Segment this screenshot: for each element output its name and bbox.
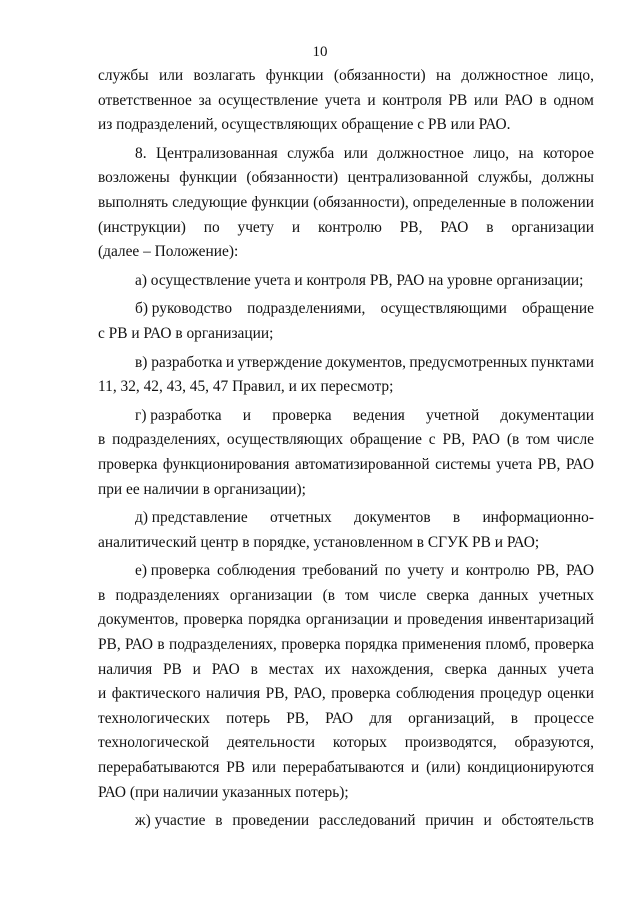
word: фактического (111, 685, 201, 703)
text-line (98, 191, 594, 216)
word: функции (179, 169, 237, 187)
word: РАО, (293, 685, 326, 703)
paragraph (98, 64, 594, 138)
word: по (384, 562, 401, 580)
paragraph (98, 142, 594, 265)
text-line (98, 351, 594, 376)
word: или (343, 144, 368, 162)
word: числе (379, 586, 417, 604)
word: применения (401, 636, 482, 654)
word: обращение (521, 300, 594, 318)
word: документов, (325, 353, 406, 371)
word: РВ (163, 660, 182, 678)
word: расследований (318, 812, 416, 830)
word: выполнять (98, 193, 169, 211)
word: или (158, 67, 184, 84)
word: пунктами (530, 353, 594, 371)
word: оценки (547, 685, 594, 703)
word: проведения (407, 611, 483, 629)
word: пломб, (485, 636, 531, 654)
word: требований (302, 562, 378, 580)
word: в (215, 812, 223, 830)
word: д) представление (135, 509, 248, 527)
word: е) проверка (135, 562, 211, 580)
text-line (98, 658, 594, 683)
word: (обязанности) (333, 67, 426, 84)
word: отчетных (269, 509, 332, 527)
word: 8. (135, 144, 147, 162)
text-line (98, 166, 594, 191)
word: осуществляющих (226, 431, 344, 449)
word: РВ, (286, 709, 309, 727)
word: соблюдения (396, 685, 475, 703)
word: документов (354, 509, 431, 527)
word: ответственное (98, 91, 192, 109)
word: организации (305, 611, 389, 629)
word: (инструкции) (98, 218, 186, 236)
text-line: аналитический центр в порядке, установленном в СГУК РВ и РАО; (98, 533, 540, 551)
word: РВ (226, 759, 246, 777)
text-line (98, 559, 594, 584)
word: Централизованная (156, 144, 278, 162)
word: кондиционируются (467, 759, 594, 777)
word: информационно- (482, 509, 594, 527)
paragraph (98, 809, 594, 834)
word: проверка (534, 636, 594, 654)
word: обращение (349, 431, 422, 449)
word: осуществление (218, 91, 319, 109)
word: за (198, 91, 212, 109)
word: учетных (538, 586, 594, 604)
word: РАО (565, 455, 594, 473)
word: или (473, 91, 499, 109)
paragraph (98, 559, 594, 805)
text-line (98, 608, 594, 633)
text-line: из подразделений, осуществляющих обращение с РВ или РАО. (98, 116, 511, 134)
word: подразделениях, (168, 636, 277, 654)
word: РАО (504, 91, 533, 109)
word: в (98, 431, 106, 449)
text-line (98, 428, 594, 453)
word: учета (557, 660, 594, 678)
word: или (251, 759, 277, 777)
word: одном (553, 91, 594, 109)
text-line (98, 297, 594, 322)
word: должны (541, 169, 594, 187)
word: подразделениями, (247, 300, 366, 318)
word: в (510, 709, 519, 727)
word: процессе (534, 709, 594, 727)
text-line (98, 707, 594, 732)
text-line (98, 216, 594, 241)
word: проведении (232, 812, 310, 830)
word: проверка (183, 611, 243, 629)
word: учету (407, 562, 444, 580)
text-line (98, 731, 594, 756)
text-line (98, 453, 594, 478)
word: наличия (98, 660, 153, 678)
text-line (98, 633, 594, 658)
text-line (98, 584, 594, 609)
word: РВ, (536, 562, 560, 580)
word: должностное (377, 144, 464, 162)
word: определенные (412, 193, 506, 211)
word: (в (322, 586, 335, 604)
word: РВ, (399, 218, 423, 236)
word: РАО (125, 636, 154, 654)
text-line: с РВ и РАО в организации; (98, 324, 274, 342)
word: системы (435, 455, 491, 473)
word: организации (229, 586, 313, 604)
word: документации (500, 406, 594, 424)
word: подразделениях, (112, 431, 221, 449)
word: положении (521, 193, 594, 211)
word: в (98, 586, 106, 604)
text-line: (далее – Положение): (98, 243, 239, 261)
word: и (192, 660, 201, 678)
word: организации (511, 218, 594, 236)
word: их (324, 660, 341, 678)
word: функции (251, 193, 310, 211)
text-line: при ее наличии в организации); (98, 480, 306, 498)
paragraph (98, 404, 594, 502)
word: возлагать (193, 67, 256, 84)
word: в (157, 636, 165, 654)
word: РВ, (537, 455, 561, 473)
word: потерь (226, 709, 271, 727)
paragraph (98, 269, 594, 294)
word: лицо, (473, 144, 510, 162)
word: порядка (248, 611, 301, 629)
word: в (539, 91, 547, 109)
word: следующие (172, 193, 248, 211)
word: возложены (98, 169, 170, 187)
word: проверка (331, 685, 391, 703)
word: на (518, 144, 534, 162)
word: и (393, 611, 402, 629)
word: соблюдения (217, 562, 296, 580)
text-line: 11, 32, 42, 43, 45, 47 Правил, и их пересмотр; (98, 378, 394, 396)
word: и (411, 759, 420, 777)
word: в (452, 509, 461, 527)
paragraph (98, 506, 594, 555)
word: обстоятельств (501, 812, 594, 830)
word: б) руководство (135, 300, 233, 318)
word: в (250, 660, 258, 678)
text-line (98, 89, 594, 114)
word: функционирования (162, 455, 290, 473)
word: учету (237, 218, 274, 236)
word: контролю (317, 218, 382, 236)
word: числе (556, 431, 594, 449)
word: проверка (272, 406, 332, 424)
text-line (98, 142, 594, 167)
word: РАО (565, 562, 594, 580)
text-line (98, 404, 594, 429)
word: организаций, (408, 709, 495, 727)
word: документов, (98, 611, 179, 629)
text-line (98, 506, 594, 531)
word: учета (496, 455, 533, 473)
word: нахождения, (351, 660, 434, 678)
text-line (98, 756, 594, 781)
word: функции (265, 67, 324, 84)
word: сверка (426, 586, 470, 604)
word: контроля (382, 91, 442, 109)
text-line: а) осуществление учета и контроля РВ, РАО на уровне организации; (135, 271, 584, 289)
word: контролю (465, 562, 530, 580)
word: РАО (471, 431, 501, 449)
word: (или) (426, 759, 461, 777)
word: причин (425, 812, 474, 830)
word: (обязанности) (246, 169, 339, 187)
word: ведения (352, 406, 405, 424)
word: образуются, (514, 734, 594, 752)
word: и (225, 353, 235, 371)
word: данных (497, 660, 548, 678)
paragraph (98, 351, 594, 400)
word: РАО (440, 218, 469, 236)
word: данных (479, 586, 529, 604)
word: инвентаризаций (487, 611, 594, 629)
word: местах (268, 660, 314, 678)
word: и (367, 91, 376, 109)
word: РВ, (442, 431, 466, 449)
word: РВ (448, 91, 468, 109)
word: по (203, 218, 220, 236)
word: и (242, 406, 251, 424)
word: в (509, 193, 518, 211)
word: с (428, 431, 436, 449)
word: служба (287, 144, 335, 162)
word: перерабатываются (98, 759, 220, 777)
word: в (486, 218, 494, 236)
word: (в (506, 431, 520, 449)
word: том (345, 586, 369, 604)
word: проверка (98, 455, 158, 473)
word: перерабатываются (282, 759, 405, 777)
word: службы, (477, 169, 533, 187)
text-line (98, 64, 594, 89)
word: и (291, 218, 301, 236)
word: утверждение (237, 353, 323, 371)
word: технологических (98, 709, 210, 727)
word: и (98, 685, 107, 703)
word: лицо, (558, 67, 594, 84)
word: автоматизированной (294, 455, 430, 473)
word: службы (98, 67, 149, 84)
word: и (483, 812, 492, 830)
word: сверка (444, 660, 488, 678)
word: производятся, (404, 734, 497, 752)
word: централизованной (347, 169, 469, 187)
word: проверка (281, 636, 341, 654)
word: осуществляющими (380, 300, 507, 318)
word: в) разработка (135, 353, 223, 371)
word: должностное (461, 67, 548, 84)
word: подразделениях (115, 586, 220, 604)
word: порядка (344, 636, 398, 654)
word: РВ, (265, 685, 289, 703)
word: (обязанности), (313, 193, 409, 211)
word: учетной (426, 406, 480, 424)
word: предусмотренных (409, 353, 528, 371)
page-number: 10 (312, 44, 328, 60)
word: ж) участие (135, 812, 206, 830)
word: том (526, 431, 550, 449)
text-line (98, 809, 594, 834)
paragraph (98, 297, 594, 346)
document-body (98, 64, 594, 834)
word: и (450, 562, 459, 580)
text-line (98, 682, 594, 707)
word: которое (543, 144, 594, 162)
word: РАО (211, 660, 240, 678)
word: РАО (325, 709, 354, 727)
word: наличия (206, 685, 261, 703)
word: учета (324, 91, 361, 109)
word: для (369, 709, 392, 727)
word: технологической (98, 734, 210, 752)
word: деятельности (226, 734, 316, 752)
word: г) разработка (135, 406, 222, 424)
word: которых (332, 734, 387, 752)
text-line: РАО (при наличии указанных потерь); (98, 783, 349, 801)
word: РВ, (98, 636, 121, 654)
word: процедур (480, 685, 542, 703)
word: на (435, 67, 452, 84)
